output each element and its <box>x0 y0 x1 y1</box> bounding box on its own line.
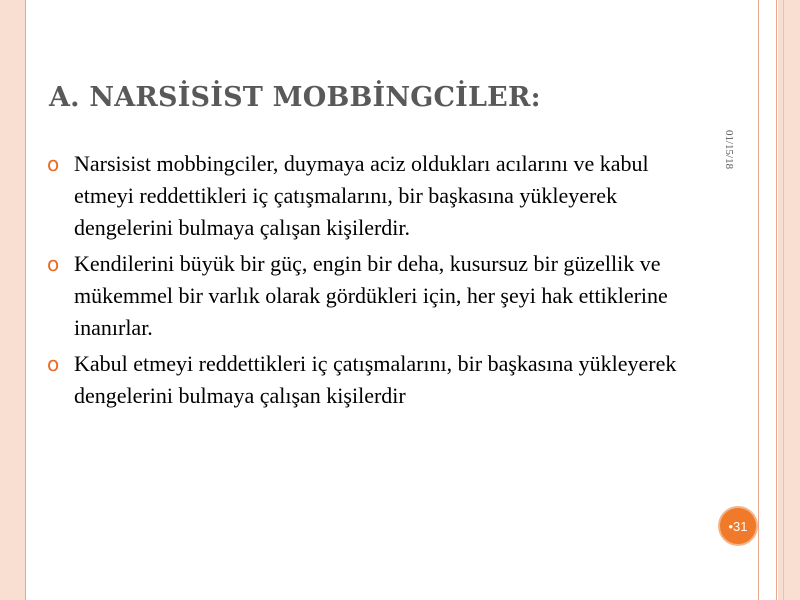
circle-bullet-icon: o <box>47 152 60 176</box>
circle-bullet-icon: o <box>47 252 60 276</box>
bullet-list <box>47 148 697 416</box>
bullet-text: Kabul etmeyi reddettikleri iç çatışmalarını, bir başkasına yükleyerek dengelerini bulmaya çalışan kişilerdir <box>74 351 677 408</box>
slide-date: 01/15/18 <box>723 130 735 170</box>
bullet-item <box>47 348 697 412</box>
right-decorative-border <box>778 0 800 600</box>
bullet-text: Kendilerini büyük bir güç, engin bir deha, kusursuz bir güzellik ve mükemmel bir varlık olarak gördükleri için, her şeyi hak ettiklerine inanırlar. <box>74 251 668 340</box>
slide-title: A. NARSİSİST MOBBİNGCİLER: <box>49 82 541 113</box>
page-number-badge: •31 <box>718 506 758 546</box>
right-rule-line <box>776 0 777 600</box>
right-rule-line <box>758 0 759 600</box>
bullet-item <box>47 248 697 344</box>
bullet-item <box>47 148 697 244</box>
left-border-gap <box>26 0 28 600</box>
circle-bullet-icon: o <box>47 352 60 376</box>
bullet-text: Narsisist mobbingciler, duymaya aciz oldukları acılarını ve kabul etmeyi reddettikleri iç çatışmalarını, bir başkasına yükleyerek dengelerini bulmaya çalışan kişilerdir. <box>74 151 649 240</box>
right-rule-line <box>783 0 784 600</box>
left-decorative-border <box>0 0 26 600</box>
